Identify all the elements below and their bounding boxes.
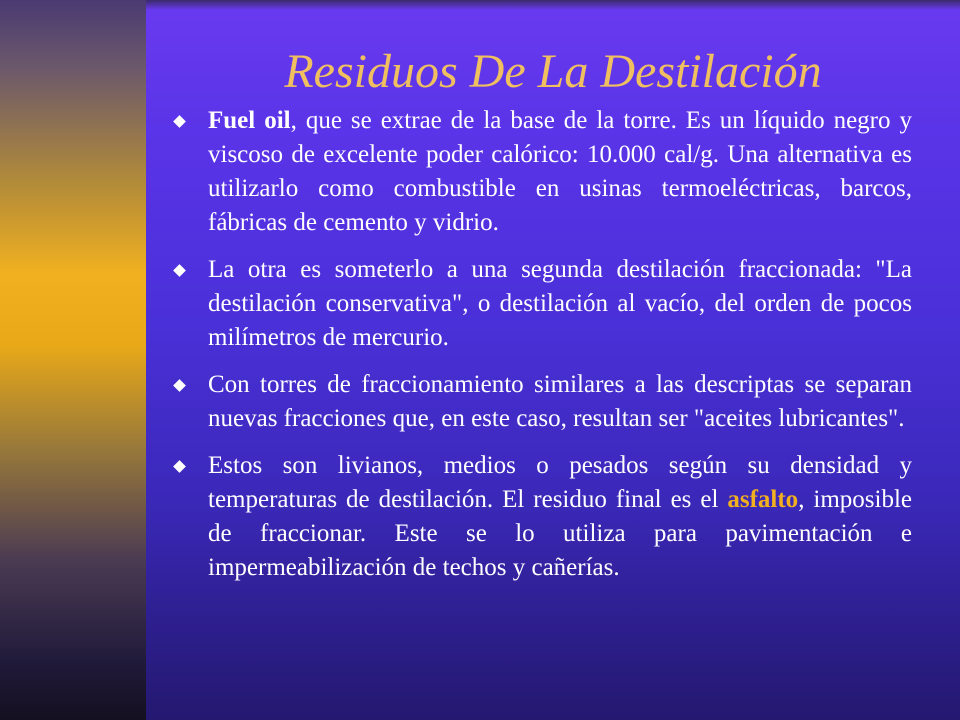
decorative-side-panel	[0, 0, 146, 720]
bullet-list	[172, 104, 912, 598]
bullet-text: Con torres de fraccionamiento similares a las descriptas se separan nuevas fracciones que, en este caso, resultan ser "aceites lubricantes".	[208, 371, 912, 432]
bullet-text: La otra es someterlo a una segunda destilación fraccionada: "La destilación conservativa", o destilación al vacío, del orden de pocos milímetros de mercurio.	[208, 256, 912, 351]
highlight-term: asfalto	[727, 486, 799, 513]
bullet-asphalt	[172, 449, 912, 585]
bullet-text-after: , imposible de fraccionar. Este se lo utiliza para pavimentación e impermeabilización de techos y cañerías.	[208, 486, 912, 581]
diamond-bullet-icon	[173, 264, 186, 277]
diamond-bullet-icon	[173, 460, 186, 473]
diamond-bullet-icon	[173, 379, 186, 392]
bullet-lead-term: Fuel oil	[208, 107, 291, 134]
bullet-text: , que se extrae de la base de la torre. Es un líquido negro y viscoso de excelente poder calórico: 10.000 cal/g. Una alternativa es utilizarlo como combustible en usinas termoeléctricas, barcos, fábricas de cemento y vidrio.	[208, 107, 912, 236]
diamond-bullet-icon	[173, 115, 186, 128]
bullet-lubricants	[172, 368, 912, 436]
bullet-fuel-oil	[172, 104, 912, 240]
slide-title: Residuos De La Destilación	[284, 45, 822, 98]
top-shadow-band	[146, 0, 960, 10]
bullet-second-distillation	[172, 253, 912, 355]
bullet-text-before: Estos son livianos, medios o pesados según su densidad y temperaturas de destilación. El residuo final es el	[208, 452, 912, 513]
